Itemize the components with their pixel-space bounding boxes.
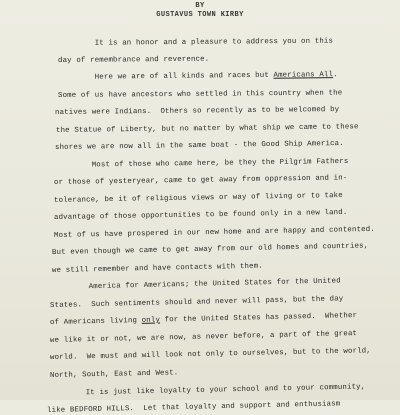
- text-span: North, South, East and West.: [49, 369, 179, 380]
- text-line: [50, 369, 179, 380]
- text-line: [50, 347, 371, 362]
- text-line: [55, 140, 344, 152]
- text-span: day of remembrance and reverence.: [57, 55, 210, 65]
- text-span: It is an honor and a pleasure to address you on this: [57, 37, 334, 48]
- text-line: [58, 90, 342, 100]
- text-line: [55, 106, 339, 117]
- text-span: Most of those who came here, be they the Pilgrim Fathers: [54, 157, 349, 170]
- text-line: [55, 158, 349, 170]
- text-span: America for Americans; the United States for the United: [51, 277, 341, 292]
- byline-author: GUSTAVUS TOWN KIRBY: [156, 11, 244, 19]
- text-line: [58, 56, 209, 65]
- text-span: world. We must and will look not only to ourselves, but to the world,: [49, 347, 371, 362]
- text-span: for the United States has passed. Whether: [159, 312, 358, 325]
- text-line: [54, 174, 348, 187]
- text-line: [50, 295, 344, 310]
- text-line: [58, 71, 338, 82]
- text-line: [49, 383, 365, 398]
- text-line: [54, 192, 343, 205]
- text-span: Some of us have ancestors who settled in this country when the: [57, 89, 343, 100]
- text-span: we still remember and have contacts with them.: [51, 262, 263, 275]
- text-line: [52, 263, 263, 275]
- text-span: the Statue of Liberty, but no matter by what ship we came to these: [55, 123, 359, 135]
- text-line: [52, 242, 368, 257]
- text-line: [47, 400, 341, 415]
- text-span: we like it or not, we are now, as never before, a part of the great: [49, 330, 358, 345]
- text-line: [52, 277, 341, 292]
- text-span: tolerance, be it of religious views or way of living or to take: [53, 191, 343, 205]
- text-line: [54, 209, 348, 222]
- text-span: Most of us have prospered in our new home and are happy and contented.: [53, 225, 375, 240]
- text-line: [50, 330, 357, 345]
- text-span: It is just like loyalty to your school and to your community,: [48, 383, 366, 398]
- text-span: States. Such sentiments should and never will pass, but the day: [49, 295, 344, 310]
- text-line: [50, 312, 357, 327]
- text-line: [58, 38, 333, 48]
- text-span: like BEDFORD HILLS. Let that loyalty and support and enthusiasm: [46, 400, 341, 415]
- byline-by: BY: [195, 2, 205, 10]
- underlined-text: Americans All: [273, 71, 334, 80]
- text-line: [56, 123, 359, 135]
- text-span: of Americans living: [49, 316, 142, 327]
- text-span: Here we are of all kinds and races but: [57, 71, 274, 82]
- text-span: shores we are now all in the same boat - the Good Ship America.: [54, 139, 344, 152]
- text-span: natives were Indians. Others so recently as to be welcomed by: [54, 106, 340, 117]
- text-span: But even though we came to get away from our old homes and countries,: [51, 242, 369, 257]
- text-span: .: [333, 71, 338, 80]
- underlined-text: only: [141, 316, 161, 325]
- text-line: [54, 226, 375, 240]
- text-span: advantage of those opportunities to be found only in a new land.: [53, 208, 348, 222]
- text-span: or those of yesteryear, came to get away from oppression and in-: [53, 174, 348, 187]
